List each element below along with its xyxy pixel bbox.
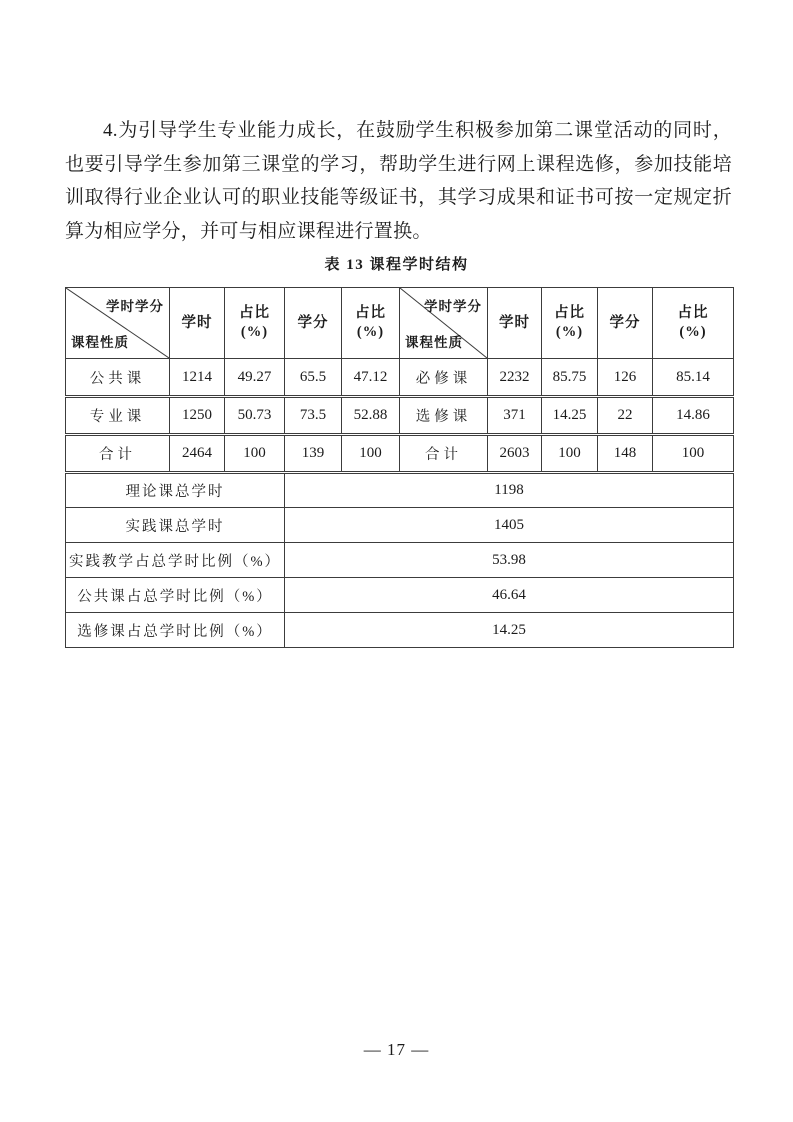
summary-value-cell: 53.98 <box>285 543 734 578</box>
diagonal-header-cell-right <box>400 288 488 359</box>
header-hours-pct-right: 占比 (%) <box>542 288 598 359</box>
diagonal-top-label: 学时学分 <box>424 299 482 314</box>
diagonal-top-label: 学时学分 <box>106 299 164 314</box>
hours-cell: 2232 <box>488 359 542 397</box>
course-type-cell: 专业课 <box>66 397 170 435</box>
data-row-total <box>66 435 734 473</box>
body-paragraph: 4.为引导学生专业能力成长，在鼓励学生积极参加第二课堂活动的同时，也要引导学生参加第三课堂的学习，帮助学生进行网上课程选修，参加技能培训取得行业企业认可的职业技能等级证书，其学习成果和证书可按一定规定折算为相应学分，并可与相应课程进行置换。 <box>65 120 732 242</box>
course-type-cell: 必修课 <box>400 359 488 397</box>
summary-value-cell: 14.25 <box>285 613 734 648</box>
hours-pct-cell: 50.73 <box>225 397 285 435</box>
summary-label-cell: 实践教学占总学时比例（%） <box>66 543 285 578</box>
data-row <box>66 397 734 435</box>
credits-cell: 148 <box>598 435 653 473</box>
credits-pct-cell: 100 <box>342 435 400 473</box>
summary-label-cell: 实践课总学时 <box>66 508 285 543</box>
summary-row <box>66 543 734 578</box>
hours-pct-cell: 49.27 <box>225 359 285 397</box>
summary-row <box>66 578 734 613</box>
summary-value-cell: 1405 <box>285 508 734 543</box>
header-credits-left: 学分 <box>285 288 342 359</box>
course-type-cell: 选修课 <box>400 397 488 435</box>
summary-label-cell: 理论课总学时 <box>66 473 285 508</box>
credits-cell: 139 <box>285 435 342 473</box>
credits-pct-cell: 85.14 <box>653 359 734 397</box>
header-hours-pct-left: 占比 (%) <box>225 288 285 359</box>
summary-label-cell: 公共课占总学时比例（%） <box>66 578 285 613</box>
header-credits-pct-right: 占比 (%) <box>653 288 734 359</box>
course-type-cell: 合计 <box>66 435 170 473</box>
data-row <box>66 359 734 397</box>
summary-row <box>66 473 734 508</box>
credits-pct-cell: 52.88 <box>342 397 400 435</box>
course-type-cell: 合计 <box>400 435 488 473</box>
hours-pct-cell: 100 <box>542 435 598 473</box>
summary-label-cell: 选修课占总学时比例（%） <box>66 613 285 648</box>
hours-pct-cell: 85.75 <box>542 359 598 397</box>
credits-pct-cell: 47.12 <box>342 359 400 397</box>
table-title: 表 13 课程学时结构 <box>324 257 469 273</box>
credits-pct-cell: 14.86 <box>653 397 734 435</box>
summary-value-cell: 1198 <box>285 473 734 508</box>
hours-pct-cell: 100 <box>225 435 285 473</box>
summary-row <box>66 613 734 648</box>
course-hours-table <box>65 287 734 648</box>
credits-cell: 65.5 <box>285 359 342 397</box>
hours-cell: 2603 <box>488 435 542 473</box>
course-type-cell: 公共课 <box>66 359 170 397</box>
hours-cell: 1214 <box>170 359 225 397</box>
credits-cell: 73.5 <box>285 397 342 435</box>
credits-cell: 126 <box>598 359 653 397</box>
header-hours-right: 学时 <box>488 288 542 359</box>
diagonal-bottom-label: 课程性质 <box>71 335 129 350</box>
summary-value-cell: 46.64 <box>285 578 734 613</box>
header-credits-right: 学分 <box>598 288 653 359</box>
diagonal-bottom-label: 课程性质 <box>405 335 463 350</box>
summary-row <box>66 508 734 543</box>
hours-cell: 2464 <box>170 435 225 473</box>
hours-cell: 371 <box>488 397 542 435</box>
diagonal-header-cell-left <box>66 288 170 359</box>
header-row <box>66 288 734 359</box>
hours-pct-cell: 14.25 <box>542 397 598 435</box>
credits-pct-cell: 100 <box>653 435 734 473</box>
header-hours-left: 学时 <box>170 288 225 359</box>
credits-cell: 22 <box>598 397 653 435</box>
hours-cell: 1250 <box>170 397 225 435</box>
page-number: — 17 — <box>363 1040 430 1059</box>
header-credits-pct-left: 占比 (%) <box>342 288 400 359</box>
